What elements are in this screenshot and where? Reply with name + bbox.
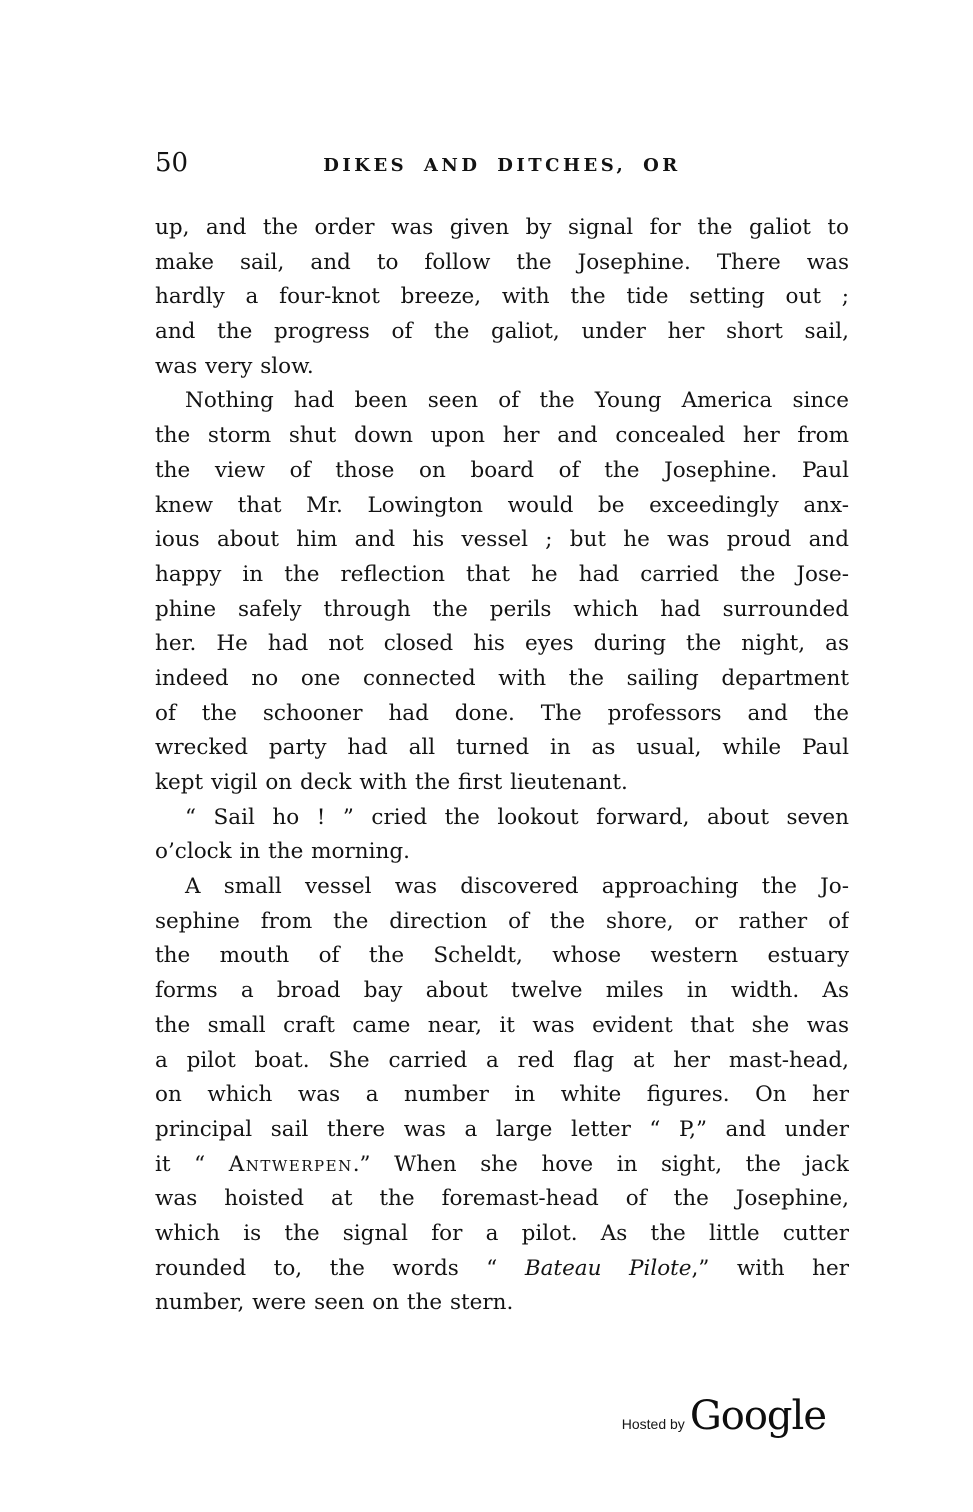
text-segment: it “ [155,1151,229,1177]
text-line [155,974,849,1009]
text-segment: rounded to, the words “ [155,1255,525,1281]
text-line [155,1113,849,1148]
text-line [155,1286,849,1321]
text-line [155,384,849,419]
text-line [155,1217,849,1252]
smallcaps-text: Antwerpen [228,1151,353,1177]
paragraph [155,870,849,1321]
text-line [155,731,849,766]
text-segment: hardly a four-knot breeze, with the tide setting out ; [155,284,849,310]
text-segment: ,” with her [691,1255,849,1281]
text-line [155,1148,849,1183]
text-line [155,766,849,801]
text-segment: up, and the order was given by signal for the galiot to [155,215,849,240]
text-segment: phine safely through the perils which had surrounded [155,596,849,622]
page-text [155,211,849,1321]
text-segment: the view of those on board of the Josephine. Paul [155,457,849,483]
google-logo: Google [689,1393,826,1439]
text-segment: “ Sail ho ! ” cried the lookout forward, about seven [185,804,849,830]
text-segment: number, were seen on the stern. [155,1290,514,1316]
text-segment: the small craft came near, it was evident that she was [155,1012,849,1038]
text-segment: and the progress of the galiot, under her short sail, [155,319,849,345]
text-segment: which is the signal for a pilot. As the little cutter [155,1220,849,1246]
text-line [155,454,849,489]
running-head: DIKES AND DITCHES, OR [323,155,681,176]
text-line [155,558,849,593]
text-line [155,489,849,524]
text-line [155,1078,849,1113]
italic-text: Bateau Pilote [524,1255,692,1281]
text-segment: of the schooner had done. The professors and the [155,700,849,726]
text-segment: was hoisted at the foremast-head of the Josephine, [155,1186,849,1212]
text-line [155,1044,849,1079]
hosted-by-label: Hosted by [621,1416,685,1432]
text-line [155,662,849,697]
watermark [621,1393,826,1439]
text-line [155,523,849,558]
text-segment: kept vigil on deck with the first lieutenant. [155,770,628,795]
text-segment: on which was a number in white figures. On her [155,1082,849,1108]
text-line [155,870,849,905]
text-segment: forms a broad bay about twelve miles in width. As [155,978,849,1004]
text-line [155,593,849,628]
text-line [155,1252,849,1287]
text-segment: A small vessel was discovered approaching the Jo- [185,874,849,900]
text-line [155,211,849,246]
text-line [155,246,849,281]
text-line [155,697,849,732]
text-segment: was very slow. [155,353,314,379]
text-segment: o’clock in the morning. [155,839,410,865]
text-line [155,627,849,662]
text-line [155,280,849,315]
text-segment: .” When she hove in sight, the jack [352,1151,849,1177]
text-segment: wrecked party had all turned in as usual, while Paul [155,735,849,761]
text-line [155,1009,849,1044]
text-line [155,835,849,870]
text-line [155,315,849,350]
text-segment: sephine from the direction of the shore, or rather of [155,908,849,934]
text-line [155,1182,849,1217]
text-segment: the storm shut down upon her and concealed her from [155,423,849,449]
paragraph [155,211,849,384]
text-line [155,905,849,940]
paragraph [155,801,849,870]
text-segment: make sail, and to follow the Josephine. There was [155,249,849,275]
text-segment: indeed no one connected with the sailing department [155,665,849,691]
paragraph [155,384,849,800]
page-number: 50 [155,148,189,178]
text-line [155,939,849,974]
text-line [155,801,849,836]
text-segment: Nothing had been seen of the Young America since [185,388,849,414]
text-line [155,350,849,385]
text-line [155,419,849,454]
text-segment: her. He had not closed his eyes during the night, as [155,631,849,657]
text-segment: a pilot boat. She carried a red flag at her mast-head, [155,1047,849,1073]
text-segment: ious about him and his vessel ; but he was proud and [155,527,849,553]
text-segment: principal sail there was a large letter “ P,” and under [155,1116,849,1142]
text-segment: knew that Mr. Lowington would be exceedingly anx- [155,492,849,518]
text-segment: the mouth of the Scheldt, whose western estuary [155,943,849,969]
text-segment: happy in the reflection that he had carried the Jose- [155,561,849,587]
